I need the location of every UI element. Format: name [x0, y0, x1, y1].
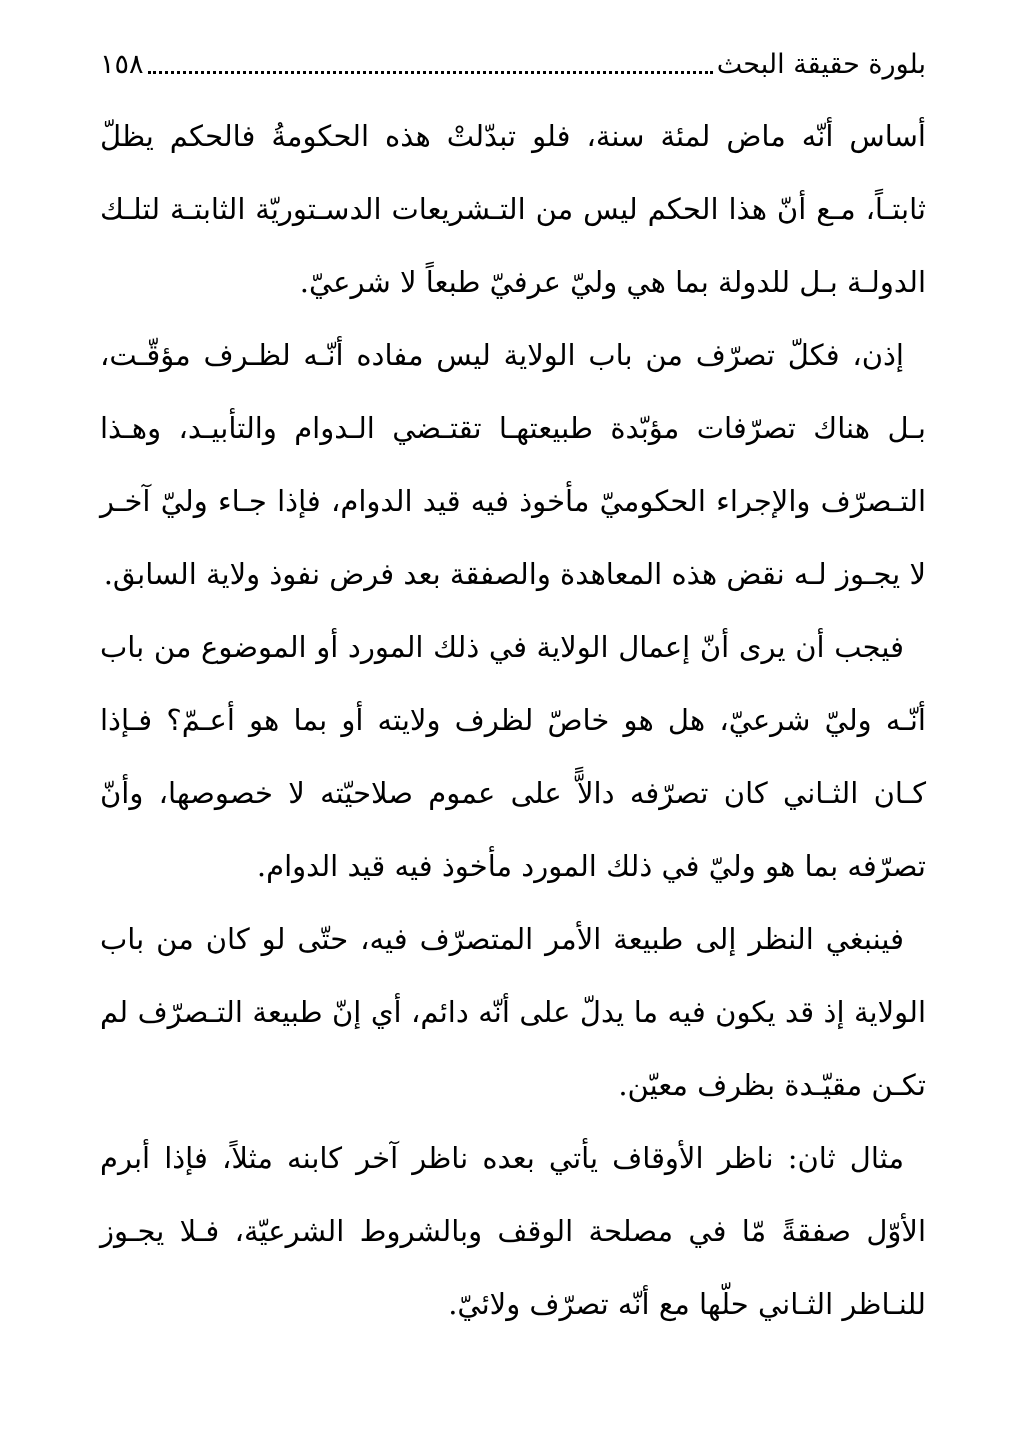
paragraph: فينبغي النظر إلى طبيعة الأمر المتصرّف فيه، حتّى لو كان من باب الولاية إذ قد يكون فيه ما يدلّ على أنّه دائم، أي إنّ طبيعة التـصرّف لم تكـن مقيّـدة بظرف معيّن. — [100, 922, 926, 1102]
running-head-dot-leader — [148, 71, 713, 74]
paragraph: مثال ثان: ناظر الأوقاف يأتي بعده ناظر آخر كابنه مثلاً، فإذا أبرم الأوّل صفقةً مّا في مصلحة الوقف وبالشروط الشرعيّة، فـلا يجـوز للنـاظر الثـاني حلّها مع أنّه تصرّف ولائيّ. — [100, 1141, 926, 1321]
running-head-title: بلورة حقيقة البحث — [716, 49, 926, 80]
page-number: ١٥٨ — [100, 49, 144, 80]
body-text — [100, 100, 926, 1341]
paragraph: إذن، فكلّ تصرّف من باب الولاية ليس مفاده أنّـه لظـرف مؤقّـت، بـل هناك تصرّفات مؤبّدة طبيعتهـا تقتـضي الـدوام والتأبيـد، وهـذا التـصرّف والإجراء الحكوميّ مأخوذ فيه قيد الدوام، فإذا جـاء وليّ آخـر لا يجـوز لـه نقض هذه المعاهدة والصفقة بعد فرض نفوذ ولاية السابق. — [100, 338, 926, 591]
paragraph-continuation: أساس أنّه ماض لمئة سنة، فلو تبدّلتْ هذه الحكومةُ فالحكم يظلّ ثابتـاً، مـع أنّ هذا الحكم ليس من التـشريعات الدسـتوريّة الثابتـة لتلـك الدولـة بـل للدولة بما هي وليّ عرفيّ طبعاً لا شرعيّ. — [100, 119, 926, 299]
running-head — [100, 40, 926, 84]
paragraph: فيجب أن يرى أنّ إعمال الولاية في ذلك المورد أو الموضوع من باب أنّـه وليّ شرعيّ، هل هو خاصّ لظرف ولايته أو بما هو أعـمّ؟ فـإذا كـان الثـاني كان تصرّفه دالاًّ على عموم صلاحيّته لا خصوصها، وأنّ تصرّفه بما هو وليّ في ذلك المورد مأخوذ فيه قيد الدوام. — [100, 630, 926, 883]
